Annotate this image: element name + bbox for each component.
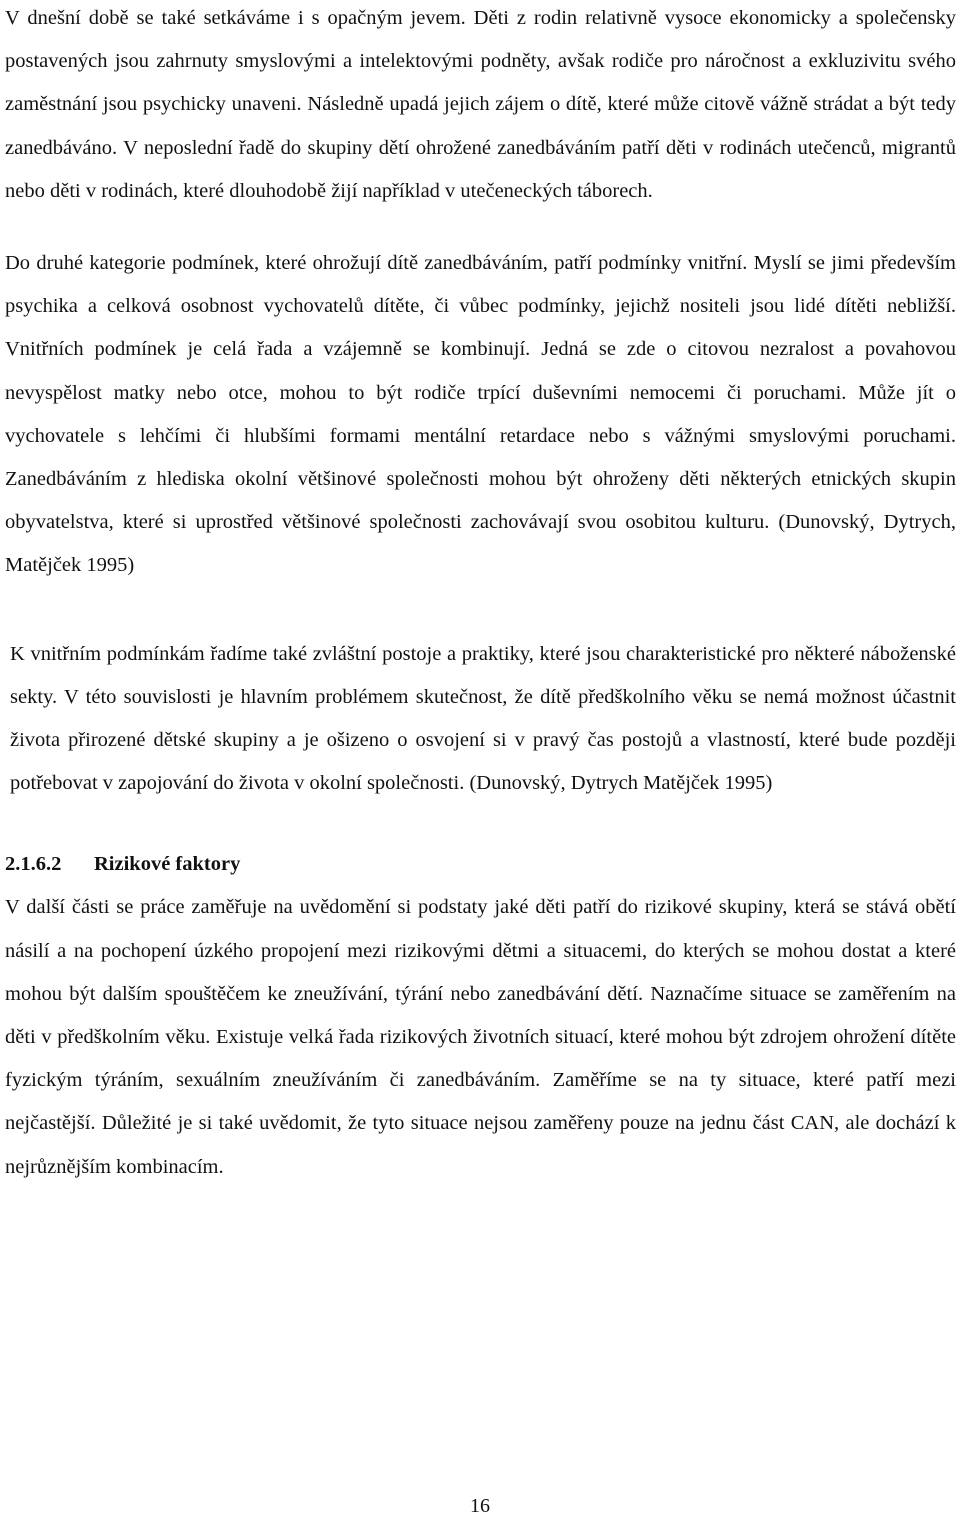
paragraph-dual-income-families: V dnešní době se také setkáváme i s opačným jevem. Děti z rodin relativně vysoce ekonomicky a společensky postavených jsou zahrnuty smyslovými a intelektovými podněty, avšak rodiče pro náročnost a exkluzivitu svého zaměstnání jsou psychicky unaveni. Následně upadá jejich zájem o dítě, které může citově vážně strádat a být tedy zanedbáváno. V neposlední řadě do skupiny dětí ohrožené zanedbáváním patří děti v rodinách utečenců, migrantů nebo děti v rodinách, které dlouhodobě žijí například v utečeneckých táborech.	[5, 7, 956, 202]
section-title: Rizikové faktory	[94, 853, 241, 876]
paragraph-risk-factors: V další části se práce zaměřuje na uvědomění si podstaty jaké děti patří do rizikové skupiny, která se stává obětí násilí a na pochopení úzkého propojení mezi rizikovými dětmi a situacemi, do kterých se mohou dostat a které mohou být dalším spouštěčem ke zneužívání, týrání nebo zanedbávání dětí. Naznačíme situace se zaměřením na děti v předškolním věku. Existuje velká řada rizikových životních situací, které mohou být zdrojem ohrožení dítěte fyzickým týráním, sexuálním zneužíváním či zanedbáváním. Zaměříme se na ty situace, které patří mezi nejčastější. Důležité je si také uvědomit, že tyto situace nejsou zaměřeny pouze na jednu část CAN, ale dochází k nejrůznějším kombinacím.	[5, 896, 956, 1178]
section-heading	[5, 843, 956, 886]
section-number: 2.1.6.2	[5, 853, 62, 876]
paragraph-internal-conditions: Do druhé kategorie podmínek, které ohrožují dítě zanedbáváním, patří podmínky vnitřní. Myslí se jimi především psychika a celková osobnost vychovatelů dítěte, či vůbec podmínky, jejichž nositeli jsou lidé dítěti nebližší. Vnitřních podmínek je celá řada a vzájemně se kombinují. Jedná se zde o citovou nezralost a povahovou nevyspělost matky nebo otce, mohou to být rodiče trpící duševními nemocemi či poruchami. Může jít o vychovatele s lehčími či hlubšími formami mentální retardace nebo s vážnými smyslovými poruchami. Zanedbáváním z hlediska okolní většinové společnosti mohou být ohroženy děti některých etnických skupin obyvatelstva, které si uprostřed většinové společnosti zachovávají svou osobitou kulturu. (Dunovský, Dytrych, Matějček 1995)	[5, 252, 956, 577]
paragraph-religious-sects: K vnitřním podmínkám řadíme také zvláštní postoje a praktiky, které jsou charakteristické pro některé náboženské sekty. V této souvislosti je hlavním problémem skutečnost, že dítě předškolního věku se nemá možnost účastnit života přirozené dětské skupiny a je ošizeno o osvojení si v pravý čas postojů a vlastností, které bude později potřebovat v zapojování do života v okolní společnosti. (Dunovský, Dytrych Matějček 1995)	[10, 642, 956, 795]
document-page	[5, 0, 956, 1189]
page-number: 16	[470, 1495, 490, 1517]
